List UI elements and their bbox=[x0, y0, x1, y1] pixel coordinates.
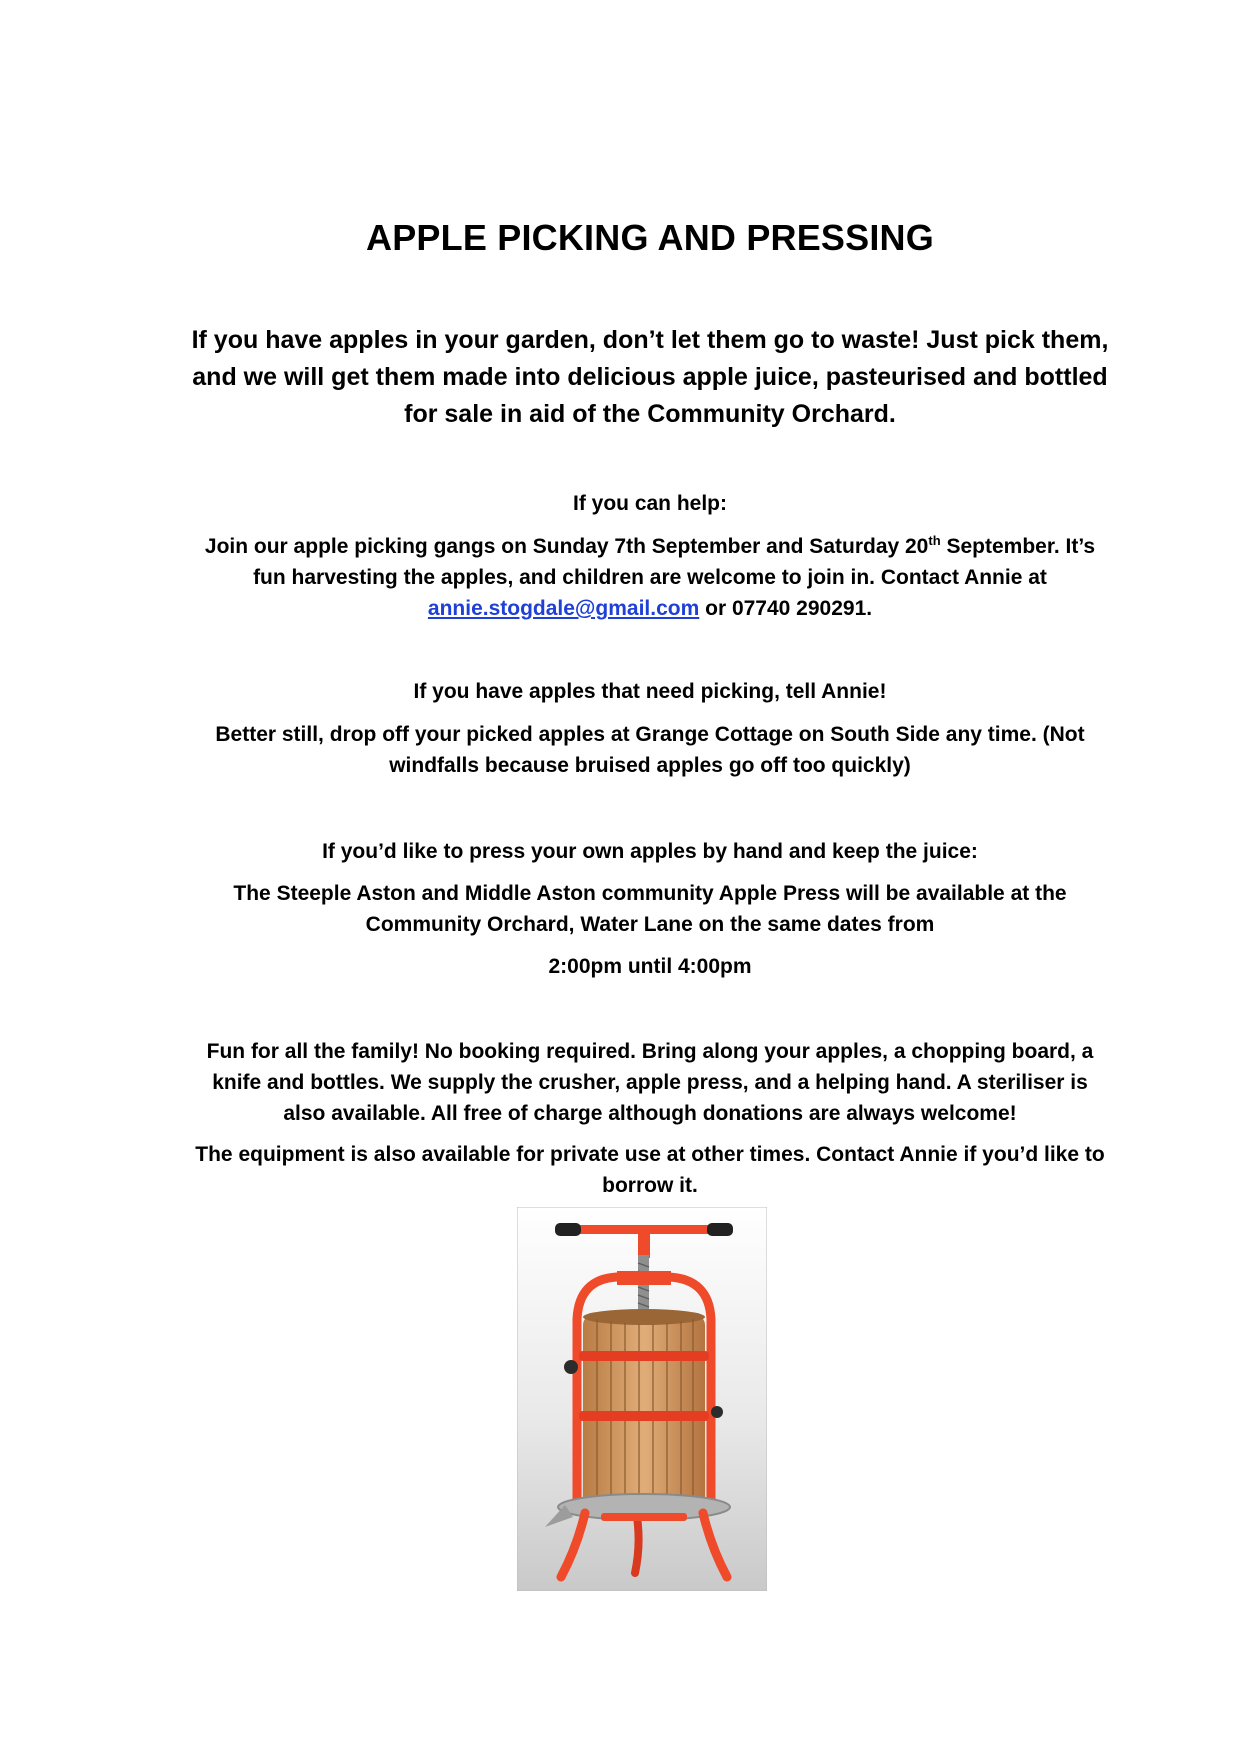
press-line-1: The Steeple Aston and Middle Aston community Apple Press will be available at the bbox=[233, 882, 1067, 905]
press-time-text: 2:00pm until 4:00pm bbox=[548, 955, 752, 978]
equipment-paragraph bbox=[160, 1139, 1140, 1201]
help-paragraph bbox=[160, 531, 1140, 624]
intro-line-2: and we will get them made into delicious apple juice, pasteurised and bottled bbox=[192, 363, 1108, 391]
help-line-1b: September. It’s bbox=[940, 535, 1096, 558]
press-frame-crossbar bbox=[617, 1271, 671, 1285]
press-leg-back bbox=[635, 1517, 639, 1573]
tell-paragraph bbox=[160, 719, 1140, 781]
page-title bbox=[160, 216, 1140, 260]
press-handle-grip-left bbox=[555, 1223, 581, 1236]
intro-paragraph bbox=[160, 322, 1140, 433]
help-line-1a: Join our apple picking gangs on Sunday 7th September and Saturday 20 bbox=[204, 535, 929, 558]
tell-line-1: Better still, drop off your picked apples at Grange Cottage on South Side any time. (Not bbox=[215, 723, 1085, 746]
help-line-3-tail: or 07740 290291. bbox=[699, 597, 873, 620]
press-heading bbox=[160, 836, 1140, 867]
press-hoop-lower bbox=[579, 1411, 709, 1421]
tell-heading-text: If you have apples that need picking, tell Annie! bbox=[413, 680, 887, 703]
fun-line-1: Fun for all the family! No booking required. Bring along your apples, a chopping board, a bbox=[206, 1040, 1094, 1063]
help-line-2: fun harvesting the apples, and children are welcome to join in. Contact Annie at bbox=[253, 566, 1047, 589]
tell-heading bbox=[160, 676, 1140, 707]
press-hoop-upper bbox=[579, 1351, 709, 1361]
press-paragraph bbox=[160, 878, 1140, 940]
help-heading bbox=[160, 488, 1140, 519]
press-barrel-rim bbox=[583, 1309, 705, 1325]
press-time bbox=[160, 951, 1140, 982]
fun-line-3: also available. All free of charge although donations are always welcome! bbox=[283, 1102, 1017, 1125]
press-handle-stem bbox=[638, 1232, 650, 1258]
equipment-line-2: borrow it. bbox=[602, 1174, 698, 1197]
intro-line-3: for sale in aid of the Community Orchard. bbox=[404, 400, 896, 428]
equipment-line-1: The equipment is also available for private use at other times. Contact Annie if you’d like to bbox=[195, 1143, 1105, 1166]
apple-press-photo bbox=[517, 1207, 767, 1591]
press-base-ring bbox=[601, 1513, 687, 1521]
email-link[interactable]: annie.stogdale@gmail.com bbox=[427, 597, 700, 620]
press-knob-left bbox=[564, 1360, 578, 1374]
fun-paragraph bbox=[160, 1036, 1140, 1129]
fun-line-2: knife and bottles. We supply the crusher, apple press, and a helping hand. A steriliser is bbox=[212, 1071, 1088, 1094]
intro-line-1: If you have apples in your garden, don’t let them go to waste! Just pick them, bbox=[191, 326, 1109, 354]
press-heading-text: If you’d like to press your own apples by hand and keep the juice: bbox=[322, 840, 978, 863]
help-heading-text: If you can help: bbox=[572, 492, 727, 515]
ordinal-suffix: th bbox=[928, 533, 941, 548]
press-knob-right bbox=[711, 1406, 723, 1418]
tell-line-2: windfalls because bruised apples go off too quickly) bbox=[389, 754, 911, 777]
press-line-2: Community Orchard, Water Lane on the same dates from bbox=[365, 913, 935, 936]
press-handle-grip-right bbox=[707, 1223, 733, 1236]
title-text: APPLE PICKING AND PRESSING bbox=[366, 217, 934, 258]
